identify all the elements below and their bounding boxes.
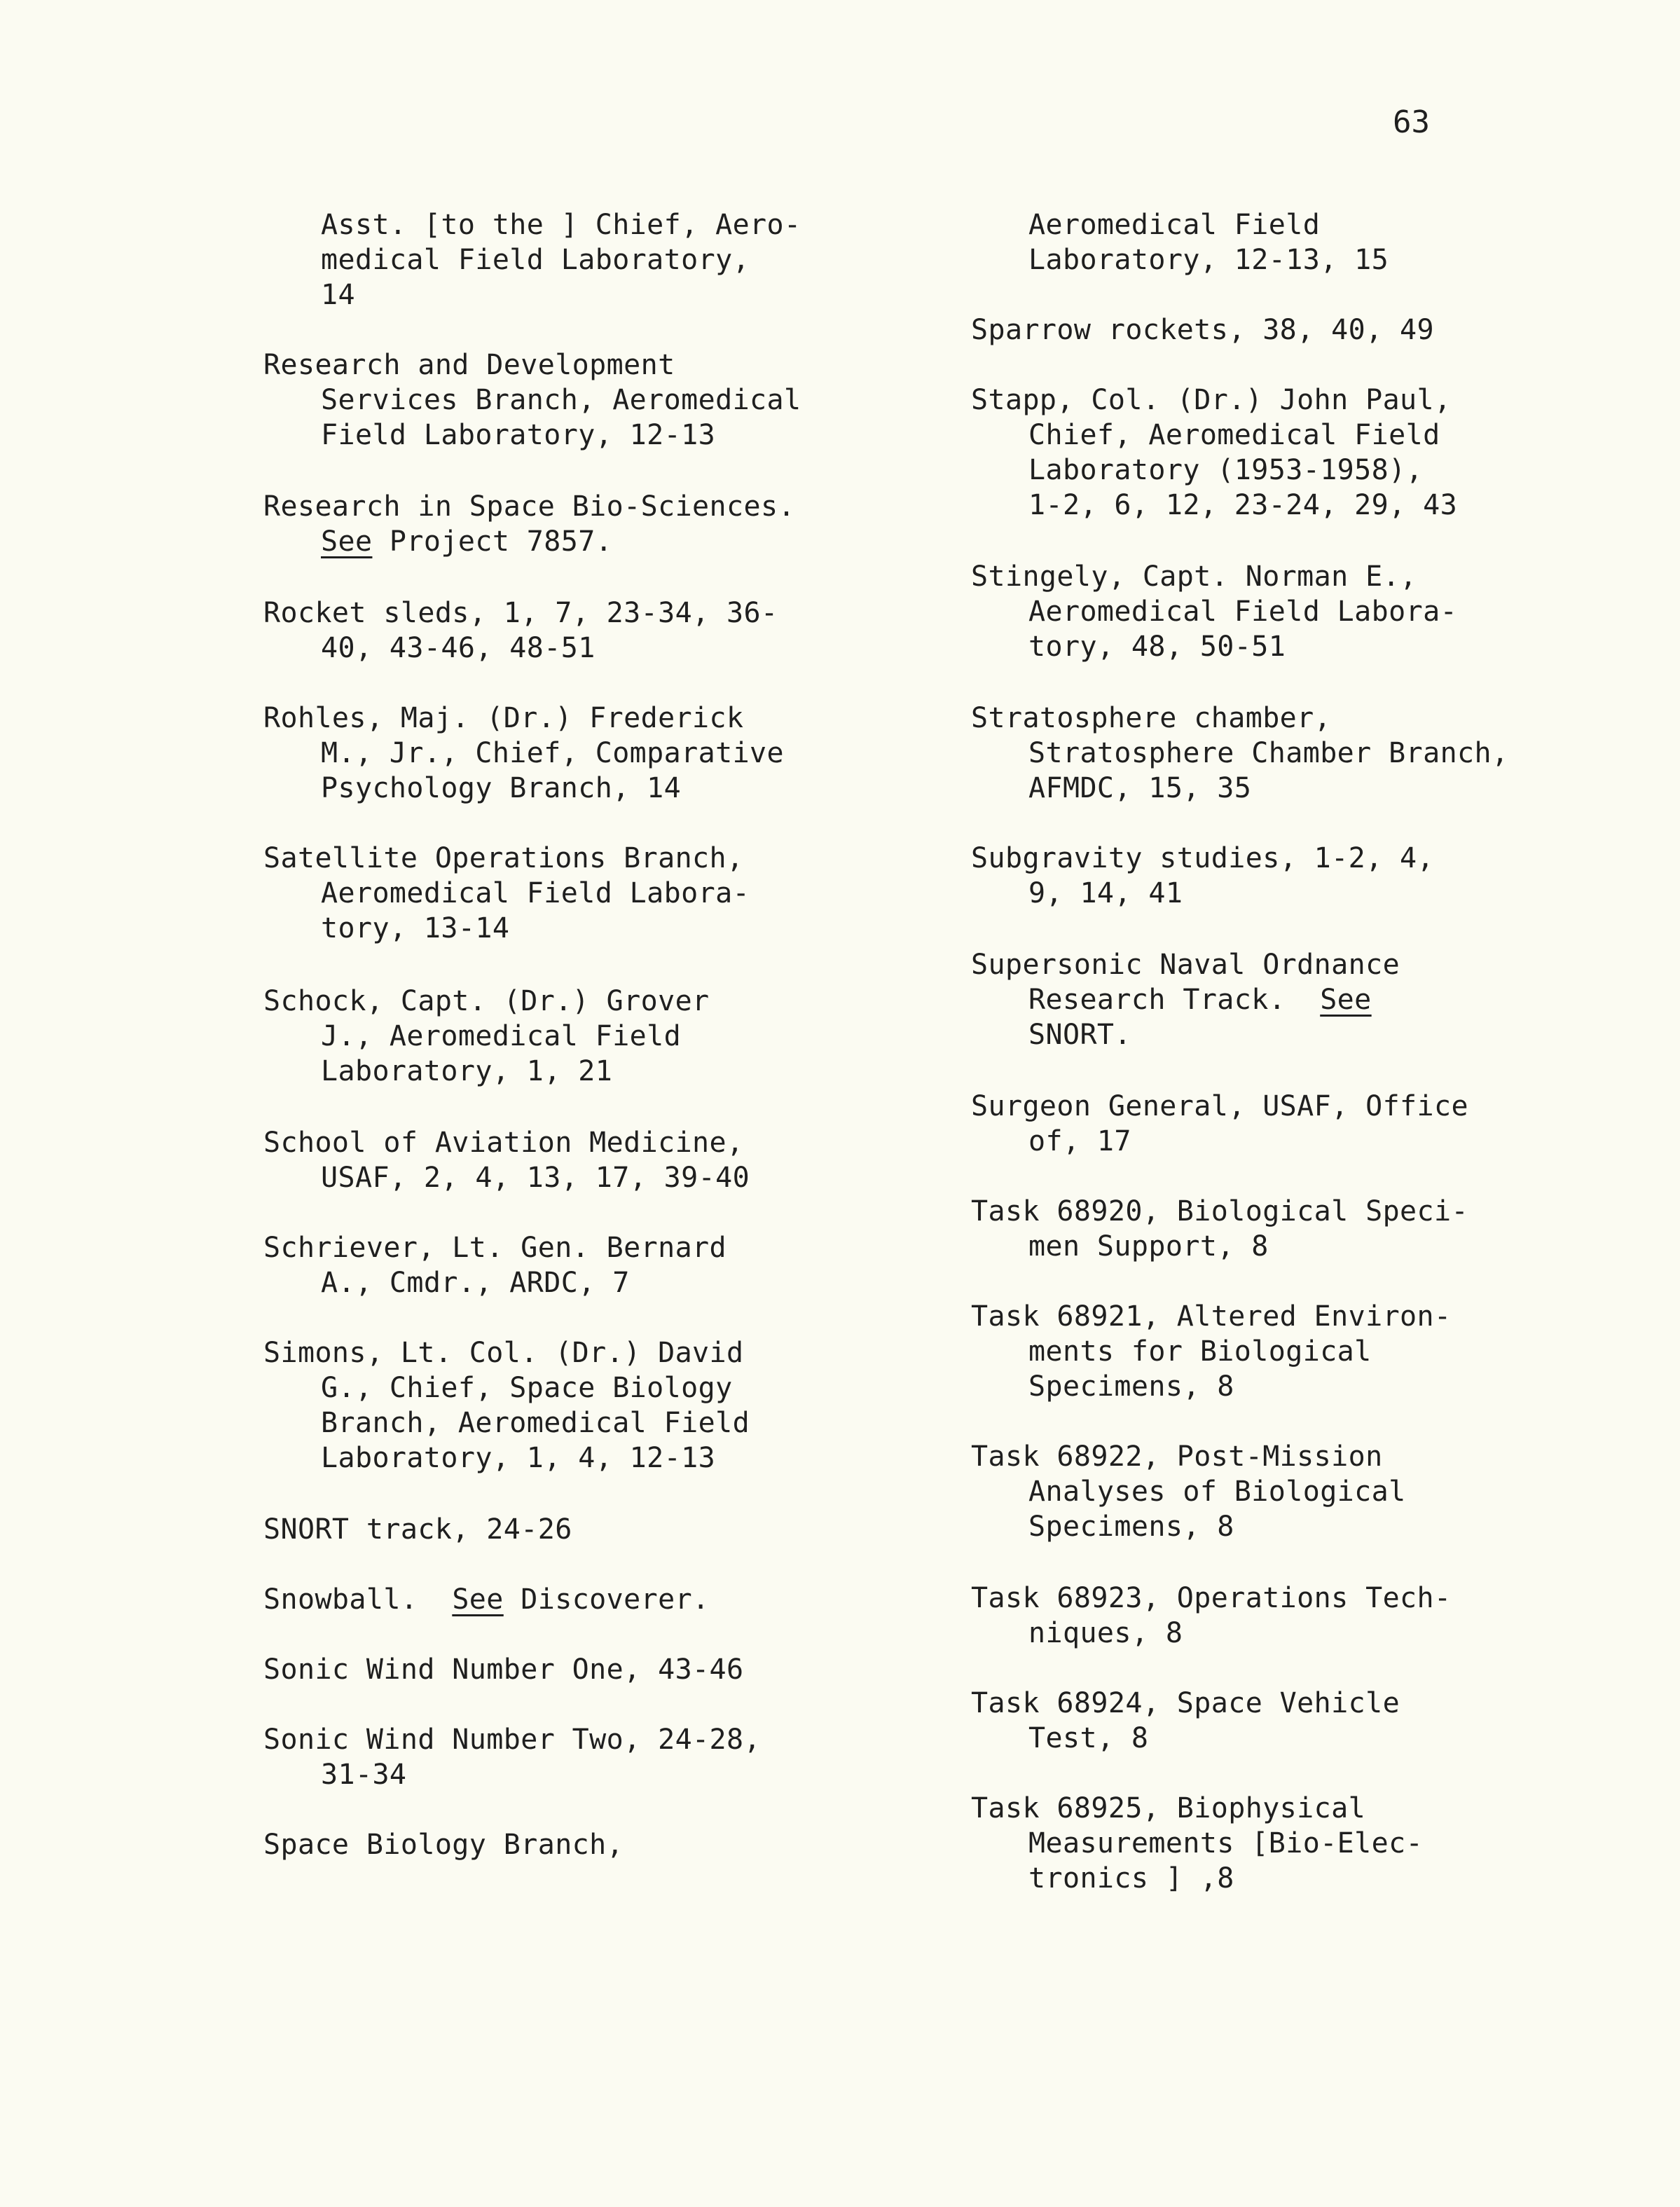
index-entry: [263, 348, 894, 453]
index-entry-line: [263, 524, 894, 559]
index-entry: [263, 489, 894, 559]
index-entry-line: A., Cmdr., ARDC, 7: [321, 1267, 630, 1299]
index-entry-line: Aeromedical Field: [1028, 209, 1321, 241]
index-entry: [971, 1439, 1602, 1544]
index-entry: [263, 841, 894, 946]
index-entry-line: M., Jr., Chief, Comparative: [321, 737, 785, 769]
index-entry-line: School of Aviation Medicine,: [263, 1127, 744, 1159]
index-entry-line: Task 68922, Post-Mission: [971, 1441, 1383, 1473]
index-entry-line: Stratosphere Chamber Branch,: [1028, 737, 1509, 769]
index-entry-line: Task 68923, Operations Tech-: [971, 1582, 1452, 1614]
index-entry: [971, 1791, 1602, 1896]
index-entry-line: Rocket sleds, 1, 7, 23-34, 36-: [263, 597, 778, 629]
index-entry-line: Task 68924, Space Vehicle: [971, 1687, 1400, 1719]
index-entry: [971, 841, 1602, 911]
index-entry: [263, 1335, 894, 1476]
index-entry-line: Psychology Branch, 14: [321, 772, 682, 804]
index-entry-line: Task 68920, Biological Speci-: [971, 1195, 1468, 1228]
index-entry-line: Asst. [to the ] Chief, Aero-: [321, 209, 801, 241]
index-entry-line: 31-34: [321, 1759, 407, 1791]
index-entry-line: Services Branch, Aeromedical: [321, 384, 801, 416]
index-entry: [971, 701, 1602, 806]
index-entry-line: medical Field Laboratory,: [321, 244, 750, 276]
index-entry: [971, 1299, 1602, 1404]
index-entry: [263, 1512, 894, 1547]
index-entry: [971, 383, 1602, 523]
index-entry-line: Stingely, Capt. Norman E.,: [971, 561, 1417, 593]
index-entry: [263, 596, 894, 666]
index-entry: [971, 1194, 1602, 1264]
index-entry-line: Analyses of Biological: [1028, 1476, 1406, 1508]
index-entry-line: tronics ] ,8: [1028, 1862, 1234, 1895]
index-entry-line: Laboratory (1953-1958),: [1028, 454, 1424, 486]
index-entry-line: Research in Space Bio-Sciences.: [263, 490, 795, 523]
index-entry-line: SNORT track, 24-26: [263, 1513, 572, 1546]
see-reference: See: [1320, 984, 1372, 1016]
index-entry-line: Surgeon General, USAF, Office: [971, 1090, 1468, 1122]
index-entry-line: 14: [321, 279, 355, 311]
index-entry-line: Chief, Aeromedical Field: [1028, 419, 1440, 451]
index-entry-line: Aeromedical Field Labora-: [321, 877, 750, 909]
see-reference: See: [321, 525, 373, 558]
index-entry: [971, 559, 1602, 664]
index-entry-line: Stapp, Col. (Dr.) John Paul,: [971, 384, 1452, 416]
index-entry-line: Sparrow rockets, 38, 40, 49: [971, 314, 1435, 346]
index-entry: [263, 701, 894, 806]
index-entry-line: AFMDC, 15, 35: [1028, 772, 1252, 804]
entry-text: Snowball.: [263, 1583, 453, 1616]
index-entry-line: Subgravity studies, 1-2, 4,: [971, 842, 1435, 874]
index-entry: [971, 1581, 1602, 1651]
index-entry-line: Sonic Wind Number Two, 24-28,: [263, 1724, 761, 1756]
index-entry-line: SNORT.: [1028, 1019, 1131, 1051]
index-entry-line: Specimens, 8: [1028, 1511, 1234, 1543]
index-entry-line: Research and Development: [263, 349, 675, 381]
index-entry: [263, 1125, 894, 1195]
index-entry-line: [263, 1582, 894, 1617]
index-entry: [263, 1722, 894, 1792]
index-entry: [263, 1827, 894, 1862]
index-entry-line: tory, 48, 50-51: [1028, 631, 1286, 663]
index-entry-line: Simons, Lt. Col. (Dr.) David: [263, 1337, 744, 1369]
index-entry-line: USAF, 2, 4, 13, 17, 39-40: [321, 1162, 750, 1194]
index-entry-line: Task 68921, Altered Environ-: [971, 1300, 1452, 1333]
index-entry-line: niques, 8: [1028, 1617, 1183, 1649]
index-entry-line: Schriever, Lt. Gen. Bernard: [263, 1232, 727, 1264]
index-entry-line: Field Laboratory, 12-13: [321, 419, 716, 451]
index-entry: [971, 1089, 1602, 1159]
index-entry-line: Task 68925, Biophysical: [971, 1792, 1366, 1824]
index-entry-line: Test, 8: [1028, 1722, 1149, 1754]
index-entry: [971, 207, 1602, 277]
index-entry: [263, 1582, 894, 1617]
index-entry: [263, 984, 894, 1089]
index-entry: [263, 207, 894, 312]
index-entry-line: ments for Biological: [1028, 1335, 1372, 1368]
index-entry: [263, 1652, 894, 1687]
index-entry-line: Branch, Aeromedical Field: [321, 1407, 750, 1439]
index-entry: [971, 947, 1602, 1052]
index-entry-line: J., Aeromedical Field: [321, 1020, 682, 1052]
index-entry-line: Space Biology Branch,: [263, 1829, 624, 1861]
index-entry-line: Satellite Operations Branch,: [263, 842, 744, 874]
index-entry-line: Laboratory, 1, 21: [321, 1055, 613, 1087]
index-entry-line: Laboratory, 12-13, 15: [1028, 244, 1389, 276]
page-number: 63: [1393, 104, 1430, 140]
entry-text: Discoverer.: [503, 1583, 710, 1616]
index-entry-line: Measurements [Bio-Elec-: [1028, 1827, 1424, 1859]
index-entry-line: Schock, Capt. (Dr.) Grover: [263, 985, 710, 1017]
index-entry-line: 1-2, 6, 12, 23-24, 29, 43: [1028, 489, 1458, 521]
index-entry-line: Supersonic Naval Ordnance: [971, 949, 1400, 981]
index-entry-line: tory, 13-14: [321, 912, 510, 944]
index-entry-line: men Support, 8: [1028, 1230, 1269, 1263]
index-entry-line: Aeromedical Field Labora-: [1028, 596, 1458, 628]
index-entry: [971, 312, 1602, 348]
index-entry-line: Stratosphere chamber,: [971, 702, 1332, 734]
index-entry: [263, 1230, 894, 1300]
index-entry-line: Specimens, 8: [1028, 1370, 1234, 1403]
index-entry-line: 40, 43-46, 48-51: [321, 632, 595, 664]
see-reference: See: [452, 1583, 504, 1616]
index-entry-line: G., Chief, Space Biology: [321, 1372, 733, 1404]
index-entry-line: of, 17: [1028, 1125, 1131, 1157]
index-entry-line: Sonic Wind Number One, 43-46: [263, 1653, 744, 1686]
index-entry-line: Rohles, Maj. (Dr.) Frederick: [263, 702, 744, 734]
index-entry-line: [971, 982, 1602, 1017]
entry-text: Research Track.: [1028, 984, 1321, 1016]
index-entry: [971, 1686, 1602, 1756]
index-entry-line: 9, 14, 41: [1028, 877, 1183, 909]
index-entry-line: Laboratory, 1, 4, 12-13: [321, 1442, 716, 1474]
entry-text: Project 7857.: [372, 525, 613, 558]
